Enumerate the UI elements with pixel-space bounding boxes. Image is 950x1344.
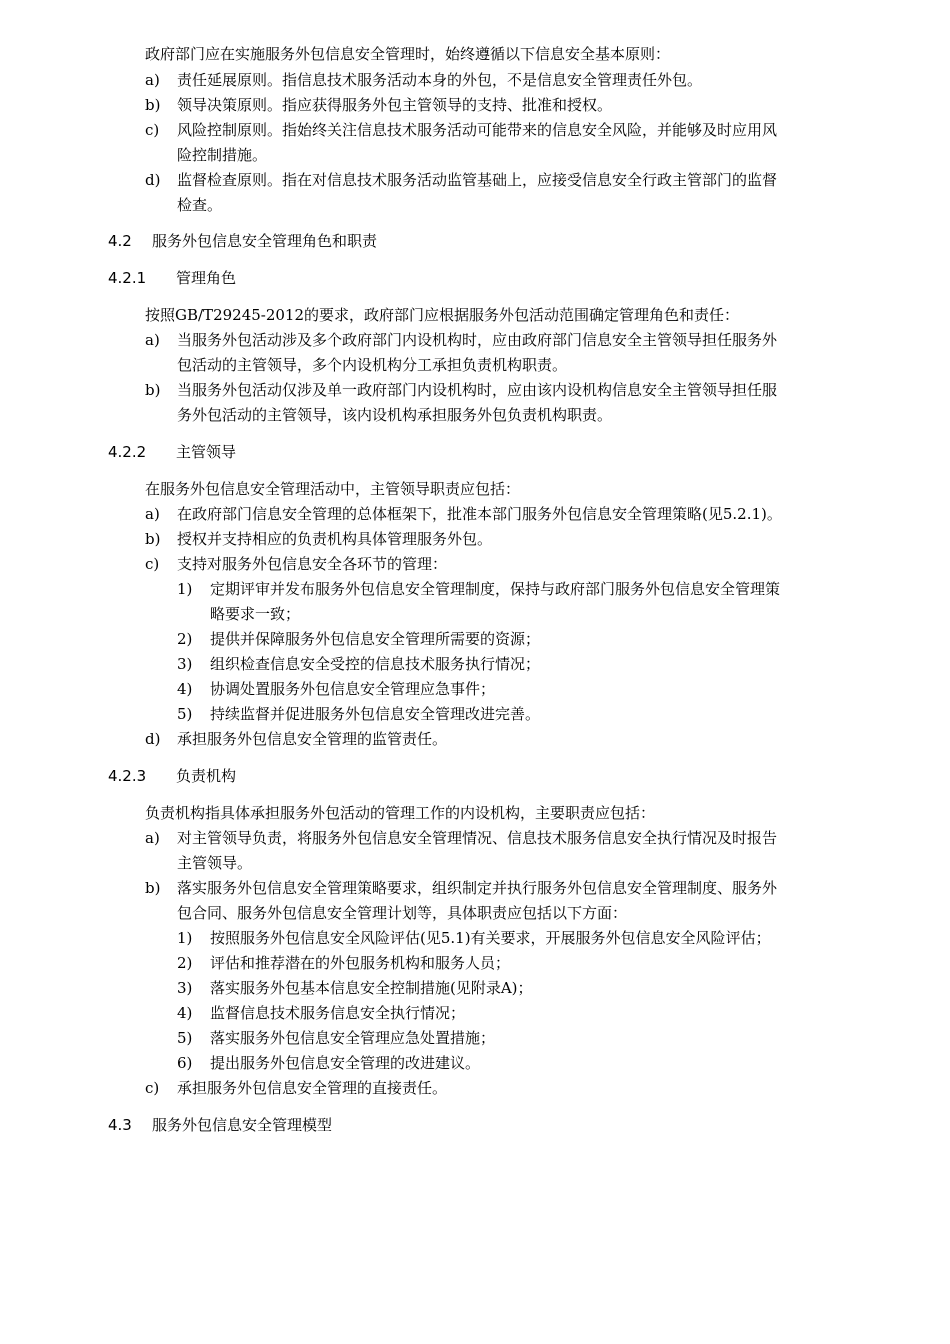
sublist-item: 持续监督并促进服务外包信息安全管理改进完善。 [210,705,541,723]
sublist-marker: 4) [177,680,193,698]
section-number: 4.2.2 [108,443,147,461]
section-number: 4.2.3 [108,767,147,785]
list-item: 领导决策原则。指应获得服务外包主管领导的支持、批准和授权。 [177,96,613,114]
sublist-marker: 4) [177,1004,193,1022]
section-heading: 服务外包信息安全管理角色和职责 [152,232,378,250]
sublist-item: 提供并保障服务外包信息安全管理所需要的资源； [210,630,541,648]
list-marker: b) [145,96,161,114]
list-marker: a) [145,505,160,523]
list-marker: a) [145,331,160,349]
section-paragraph: 在服务外包信息安全管理活动中，主管领导职责应包括： [145,480,521,498]
sublist-item: 定期评审并发布服务外包信息安全管理制度，保持与政府部门服务外包信息安全管理策 [210,580,781,598]
list-marker: c) [145,1079,160,1097]
sublist-marker: 3) [177,655,193,673]
sublist-item: 监督信息技术服务信息安全执行情况； [210,1004,466,1022]
list-item: 承担服务外包信息安全管理的监管责任。 [177,730,448,748]
intro-paragraph: 政府部门应在实施服务外包信息安全管理时，始终遵循以下信息安全基本原则： [145,45,671,63]
list-marker: b) [145,879,161,897]
list-item: 当服务外包活动涉及多个政府部门内设机构时，应由政府部门信息安全主管领导担任服务外 [177,331,778,349]
sublist-item: 协调处置服务外包信息安全管理应急事件； [210,680,496,698]
section-paragraph: 负责机构指具体承担服务外包活动的管理工作的内设机构，主要职责应包括： [145,804,656,822]
section-heading: 主管领导 [176,443,237,461]
sublist-marker: 6) [177,1054,193,1072]
section-paragraph: 按照GB/T29245-2012的要求，政府部门应根据服务外包活动范围确定管理角色和责任： [145,306,740,324]
list-marker: b) [145,381,161,399]
sublist-item: 落实服务外包信息安全管理应急处置措施； [210,1029,496,1047]
list-marker: a) [145,71,160,89]
sublist-item-continuation: 略要求一致； [210,605,301,623]
sublist-marker: 2) [177,630,193,648]
list-item: 支持对服务外包信息安全各环节的管理： [177,555,448,573]
sublist-marker: 3) [177,979,193,997]
list-marker: b) [145,530,161,548]
list-item: 监督检查原则。指在对信息技术服务活动监管基础上，应接受信息安全行政主管部门的监督 [177,171,778,189]
list-item: 当服务外包活动仅涉及单一政府部门内设机构时，应由该内设机构信息安全主管领导担任服 [177,381,778,399]
list-item: 风险控制原则。指始终关注信息技术服务活动可能带来的信息安全风险，并能够及时应用风 [177,121,778,139]
list-marker: d) [145,171,161,189]
list-marker: c) [145,555,160,573]
section-heading: 管理角色 [176,269,237,287]
section-number: 4.2 [108,232,132,250]
sublist-item: 按照服务外包信息安全风险评估(见5.1)有关要求，开展服务外包信息安全风险评估； [210,929,771,947]
list-marker: d) [145,730,161,748]
section-heading: 服务外包信息安全管理模型 [152,1116,333,1134]
list-marker: c) [145,121,160,139]
list-item: 落实服务外包信息安全管理策略要求，组织制定并执行服务外包信息安全管理制度、服务外 [177,879,778,897]
list-item-continuation: 包合同、服务外包信息安全管理计划等，具体职责应包括以下方面： [177,904,628,922]
section-number: 4.2.1 [108,269,147,287]
section-number: 4.3 [108,1116,132,1134]
list-marker: a) [145,829,160,847]
list-item-continuation: 包活动的主管领导，多个内设机构分工承担负责机构职责。 [177,356,568,374]
sublist-marker: 2) [177,954,193,972]
list-item-continuation: 险控制措施。 [177,146,268,164]
list-item: 在政府部门信息安全管理的总体框架下，批准本部门服务外包信息安全管理策略(见5.2.1)。 [177,505,782,523]
list-item: 对主管领导负责，将服务外包信息安全管理情况、信息技术服务信息安全执行情况及时报告 [177,829,778,847]
list-item: 授权并支持相应的负责机构具体管理服务外包。 [177,530,493,548]
sublist-marker: 5) [177,705,193,723]
list-item-continuation: 务外包活动的主管领导，该内设机构承担服务外包负责机构职责。 [177,406,613,424]
list-item: 承担服务外包信息安全管理的直接责任。 [177,1079,448,1097]
sublist-marker: 5) [177,1029,193,1047]
section-heading: 负责机构 [176,767,237,785]
sublist-item: 组织检查信息安全受控的信息技术服务执行情况； [210,655,541,673]
sublist-item: 提出服务外包信息安全管理的改进建议。 [210,1054,481,1072]
list-item-continuation: 检查。 [177,196,223,214]
sublist-marker: 1) [177,580,193,598]
sublist-marker: 1) [177,929,193,947]
sublist-item: 落实服务外包基本信息安全控制措施(见附录A)； [210,979,533,997]
list-item-continuation: 主管领导。 [177,854,253,872]
list-item: 责任延展原则。指信息技术服务活动本身的外包，不是信息安全管理责任外包。 [177,71,703,89]
sublist-item: 评估和推荐潜在的外包服务机构和服务人员； [210,954,511,972]
